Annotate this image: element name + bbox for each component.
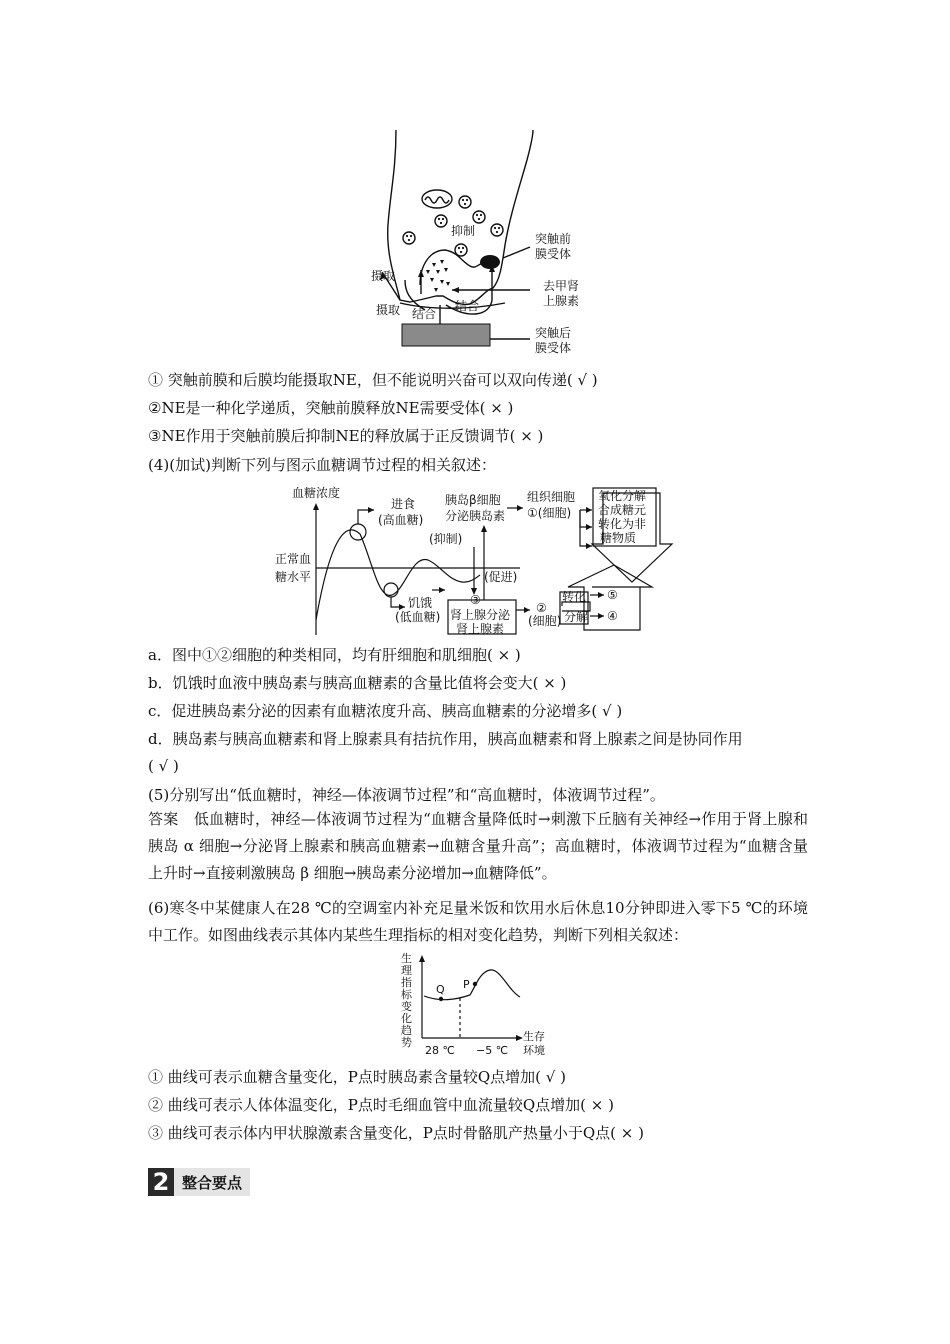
graph-xlabel-2: 环境 <box>523 1044 545 1057</box>
q3-item3: ③NE作用于突触前膜后抑制NE的释放属于正反馈调节( × ) <box>148 427 544 445</box>
graph-p-label: P <box>463 978 470 991</box>
q6-item1: ① 曲线可表示血糖含量变化，P点时胰岛素含量较Q点增加( √ ) <box>148 1068 566 1086</box>
q4-stem: (4)(加试)判断下列与图示血糖调节过程的相关叙述： <box>148 456 496 474</box>
bind-label-2: 结合 <box>455 299 480 313</box>
graph-ylabel-7: 趋 <box>401 1024 412 1037</box>
two-label-2: (细胞) <box>528 614 562 628</box>
two-label: ② <box>536 601 547 615</box>
q4-c: c．促进胰岛素分泌的因素有血糖浓度升高、胰高血糖素的分泌增多( √ ) <box>148 702 623 720</box>
effect-2: 合成糖元 <box>598 503 647 517</box>
q5-stem: (5)分别写出“低血糖时，神经—体液调节过程”和“高血糖时，体液调节过程”。 <box>148 786 665 804</box>
islet-label: 胰岛β细胞 <box>445 493 501 507</box>
pre-receptor-label: 突触前 <box>535 232 572 246</box>
post-receptor-label: 突触后 <box>535 326 572 340</box>
trend-graph <box>395 948 555 1060</box>
graph-ylabel-1: 生 <box>401 952 412 965</box>
q3-item1: ① 突触前膜和后膜均能摄取NE，但不能说明兴奋可以双向传递( √ ) <box>148 371 598 389</box>
ne-label: 去甲肾 <box>543 279 580 293</box>
q5-answer: 答案 低血糖时，神经—体液调节过程为“血糖含量降低时→刺激下丘脑有关神经→作用于肾上腺和胰岛 α 细胞→分泌肾上腺素和胰高血糖素→血糖含量升高”；高血糖时，体液调节过程为“血糖含量上升时→直接刺激胰岛 β 细胞→胰岛素分泌增加→血糖降低”。 <box>148 810 808 882</box>
ylabel: 血糖浓度 <box>292 486 341 500</box>
effect-4: 糖物质 <box>600 531 637 545</box>
pre-receptor-label-2: 膜受体 <box>535 247 572 261</box>
section-title: 整合要点 <box>174 1168 250 1196</box>
q3-item2: ②NE是一种化学递质，突触前膜释放NE需要受体( × ) <box>148 399 514 417</box>
promote-label: (促进) <box>484 570 518 584</box>
three-label: ③ <box>470 593 481 607</box>
graph-ylabel-6: 化 <box>401 1012 412 1025</box>
tissue-label: 组织细胞 <box>527 490 576 504</box>
graph-ylabel-8: 势 <box>401 1036 412 1049</box>
q6-stem: (6)寒冬中某健康人在28 ℃的空调室内补充足量米饭和饮用水后休息10分钟即进入零下5 ℃的环境中工作。如图曲线表示其体内某些生理指标的相对变化趋势，判断下列相关叙述： <box>148 899 808 944</box>
inhibit-label: (抑制) <box>429 532 463 546</box>
q6-item2: ② 曲线可表示人体体温变化，P点时毛细血管中血流量较Q点增加( × ) <box>148 1096 614 1114</box>
graph-ylabel-2: 理 <box>401 964 412 977</box>
tissue-label-2: ①(细胞) <box>527 506 572 520</box>
normal-label-2: 糖水平 <box>275 570 312 584</box>
four-label: ④ <box>607 609 618 623</box>
graph-ylabel-5: 变 <box>401 1000 412 1013</box>
graph-ylabel-4: 标 <box>401 988 412 1001</box>
synapse-diagram <box>360 130 610 360</box>
q4-d1: d．胰岛素与胰高血糖素和肾上腺素具有拮抗作用，胰高血糖素和肾上腺素之间是协同作用 <box>148 730 743 748</box>
decompose-label: 分解 <box>564 610 589 624</box>
section-header <box>148 1168 250 1196</box>
five-label: ⑤ <box>607 588 618 602</box>
graph-ylabel-3: 指 <box>401 976 412 989</box>
normal-label: 正常血 <box>275 552 312 566</box>
adrenal-label-2: 肾上腺素 <box>456 622 505 636</box>
blood-sugar-diagram <box>270 482 690 638</box>
uptake-label-1: 摄取 <box>371 269 396 283</box>
post-receptor-label-2: 膜受体 <box>535 341 572 355</box>
q4-b: b．饥饿时血液中胰岛素与胰高血糖素的含量比值将会变大( × ) <box>148 674 567 692</box>
q4-d2: ( √ ) <box>148 757 179 775</box>
graph-xlabel: 生存 <box>523 1030 545 1043</box>
eat-label-2: (高血糖) <box>378 513 424 527</box>
inhibit-label: 抑制 <box>451 224 476 238</box>
ne-label-2: 上腺素 <box>543 294 580 308</box>
graph-q-label: Q <box>436 983 445 996</box>
effect-3: 转化为非 <box>598 517 647 531</box>
islet-label-2: 分泌胰岛素 <box>445 509 506 523</box>
hunger-label: 饥饿 <box>408 596 433 610</box>
q4-a: a．图中①②细胞的种类相同，均有肝细胞和肌细胞( × ) <box>148 646 521 664</box>
hunger-label-2: (低血糖) <box>395 610 441 624</box>
section-number: 2 <box>148 1168 174 1196</box>
graph-temp-2: −5 ℃ <box>476 1044 509 1057</box>
eat-label: 进食 <box>391 497 416 511</box>
adrenal-label: 肾上腺分泌 <box>450 608 511 622</box>
graph-temp-1: 28 ℃ <box>425 1044 455 1057</box>
effect-1: 氧化分解 <box>598 489 647 503</box>
uptake-label-2: 摄取 <box>376 303 401 317</box>
bind-label-1: 结合 <box>412 307 437 321</box>
q6-item3: ③ 曲线可表示体内甲状腺激素含量变化，P点时骨骼肌产热量小于Q点( × ) <box>148 1124 644 1142</box>
convert-label: 转化 <box>562 590 587 604</box>
